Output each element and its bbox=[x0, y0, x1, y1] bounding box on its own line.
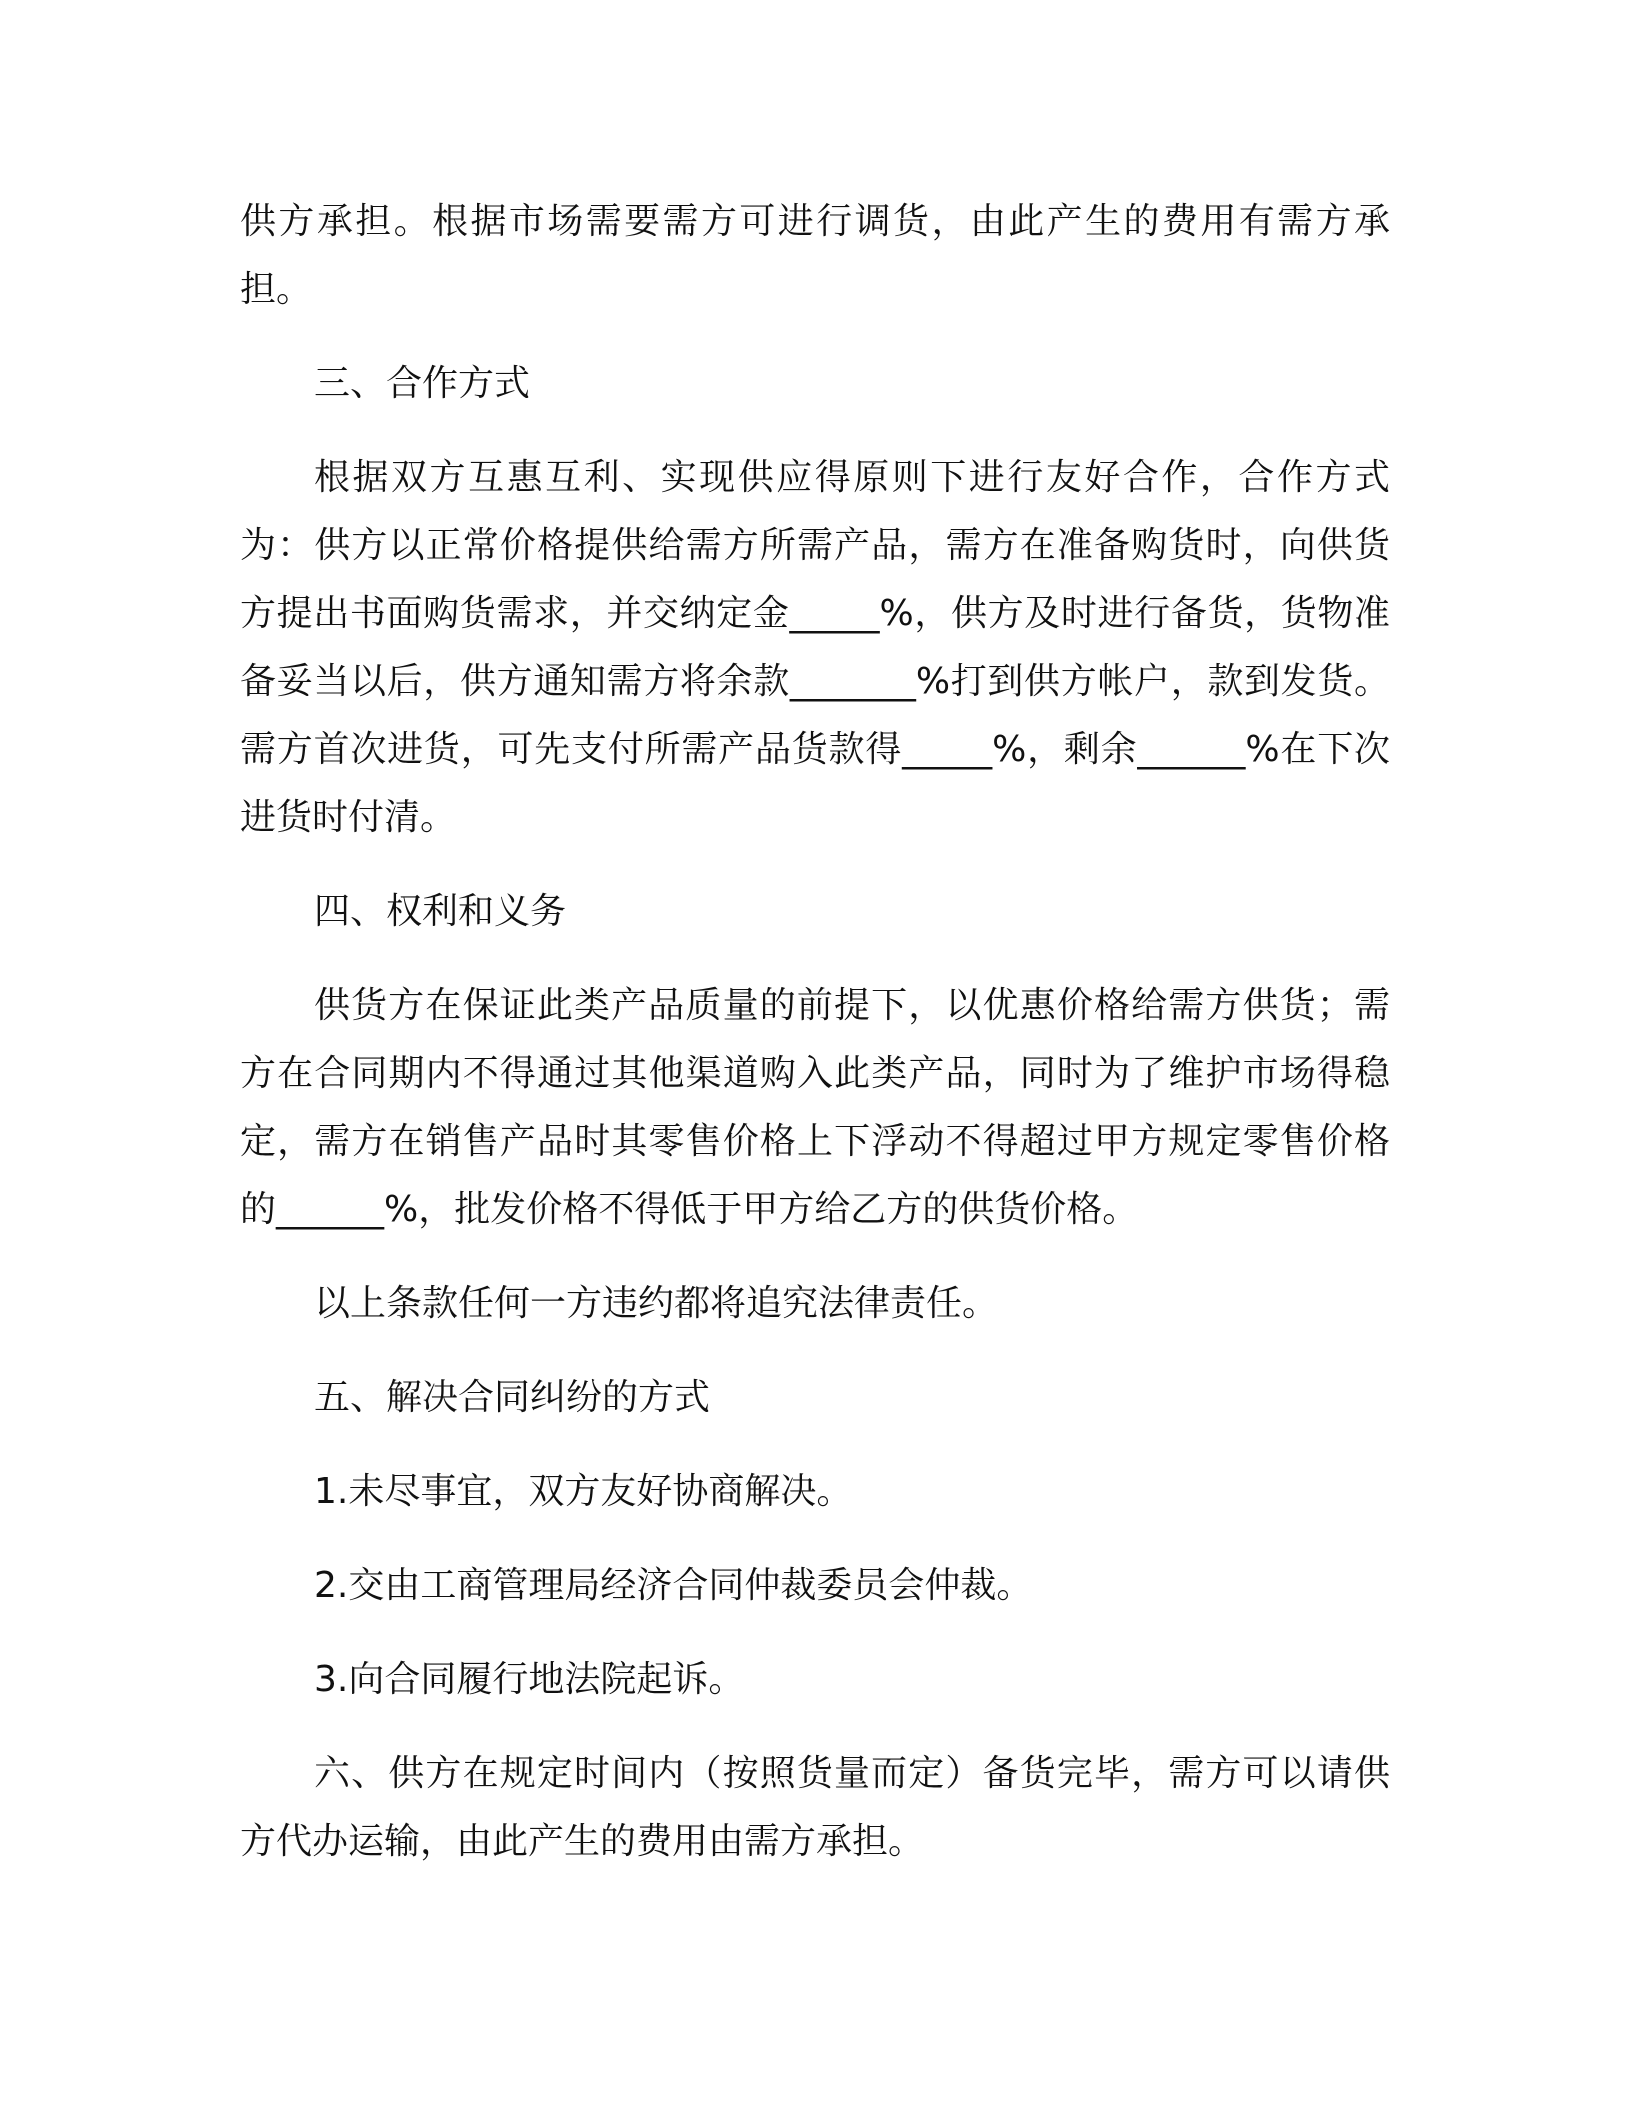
dispute-item-2: 2.交由工商管理局经济合同仲裁委员会仲裁。 bbox=[314, 1565, 1033, 1606]
paragraph-cost-bearing: 供方承担。根据市场需要需方可进行调货，由此产生的费用有需方承担。 bbox=[240, 201, 1390, 310]
document-body bbox=[240, 188, 1390, 1902]
paragraph-cooperation-terms: 根据双方互惠互利、实现供应得原则下进行友好合作，合作方式为：供方以正常价格提供给需方所需产品，需方在准备购货时，向供货方提出书面购货需求，并交纳定金_____%，供方及时进行备货，货物准备妥当以后，供方通知需方将余款_______%打到供方帐户，款到发货。需方首次进货，可先支付所需产品货款得_____%，剩余______%在下次进货时付清。 bbox=[240, 457, 1390, 838]
dispute-item-3: 3.向合同履行地法院起诉。 bbox=[314, 1659, 745, 1700]
section-heading-cooperation: 三、合作方式 bbox=[314, 363, 531, 404]
dispute-item-1: 1.未尽事宜，双方友好协商解决。 bbox=[314, 1471, 853, 1512]
paragraph-shipping-arrangement: 六、供方在规定时间内（按照货量而定）备货完毕，需方可以请供方代办运输，由此产生的费用由需方承担。 bbox=[240, 1753, 1390, 1862]
paragraph-rights-obligations: 供货方在保证此类产品质量的前提下，以优惠价格给需方供货；需方在合同期内不得通过其他渠道购入此类产品，同时为了维护市场得稳定，需方在销售产品时其零售价格上下浮动不得超过甲方规定零售价格的______%，批发价格不得低于甲方给乙方的供货价格。 bbox=[240, 985, 1390, 1230]
section-heading-dispute-resolution: 五、解决合同纠纷的方式 bbox=[314, 1377, 711, 1418]
section-heading-rights-obligations: 四、权利和义务 bbox=[314, 891, 567, 932]
paragraph-breach-liability: 以上条款任何一方违约都将追究法律责任。 bbox=[314, 1283, 999, 1324]
